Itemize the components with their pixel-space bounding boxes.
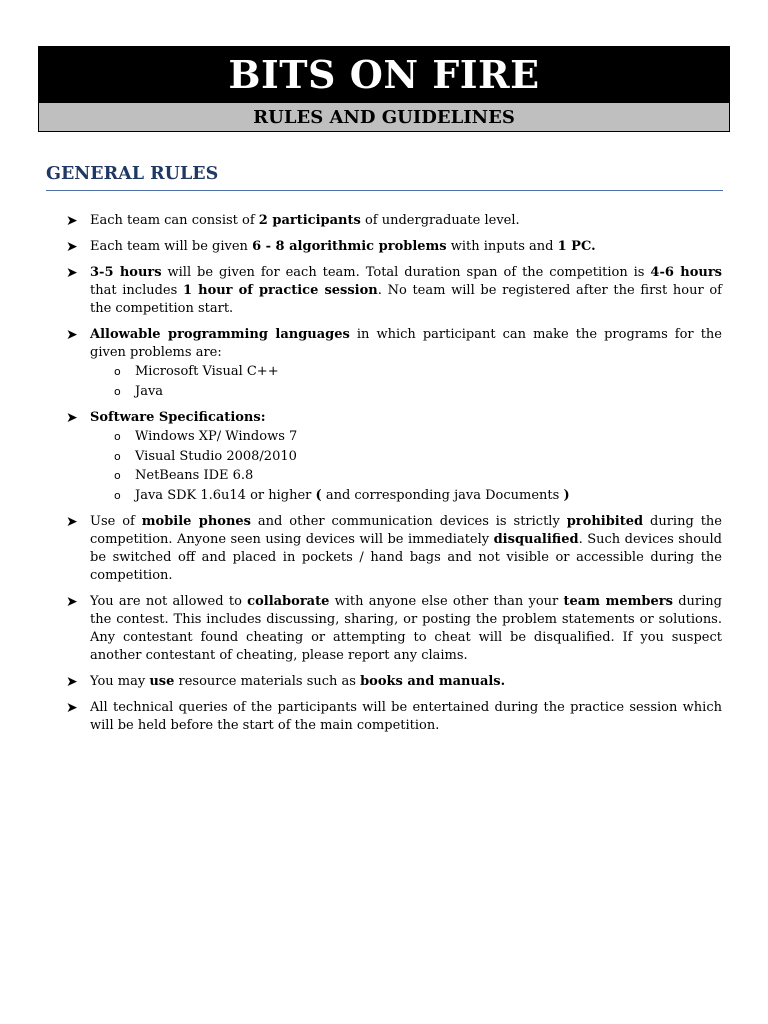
arrowhead-bullet-icon: ➤ (66, 674, 78, 690)
sub-list-item (114, 447, 722, 467)
text-run: with inputs and (446, 239, 558, 254)
text-run: You may (90, 674, 150, 689)
rule-item (66, 699, 722, 735)
rule-text (90, 409, 722, 427)
circle-bullet-icon: o (114, 488, 121, 502)
bold-text: 4-6 hours (650, 265, 722, 280)
bold-text: 6 - 8 algorithmic problems (252, 239, 447, 254)
arrowhead-bullet-icon: ➤ (66, 514, 78, 530)
bold-text: team members (563, 594, 673, 609)
rule-text (90, 264, 722, 318)
rule-item (66, 238, 722, 256)
bold-text: Software Specifications: (90, 410, 266, 425)
bold-text: collaborate (247, 594, 330, 609)
rule-item (66, 513, 722, 585)
text-run: resource materials such as (174, 674, 361, 689)
sub-list-item (114, 466, 722, 486)
text-run: and corresponding java Documents (321, 487, 564, 503)
rule-item (66, 673, 722, 691)
text-run: Microsoft Visual C++ (135, 364, 279, 379)
text-run: during the competition. Anyone seen using devices will be immediately (90, 514, 722, 547)
text-run: You are not allowed to (90, 594, 248, 609)
text-run: Java (135, 383, 164, 399)
text-run: Java SDK 1.6u14 or higher (135, 487, 316, 503)
document-subtitle: RULES AND GUIDELINES (39, 102, 729, 131)
text-run: Each team will be given (90, 239, 253, 254)
text-run: Windows XP/ Windows 7 (135, 429, 298, 444)
text-run: NetBeans IDE 6.8 (135, 468, 254, 483)
rule-item (66, 409, 722, 505)
bold-text: Allowable programming languages (90, 327, 350, 342)
rule-item (66, 326, 722, 401)
circle-bullet-icon: o (114, 469, 121, 482)
sub-list-item (114, 382, 722, 402)
rule-text (90, 326, 722, 362)
text-run: Use of (90, 514, 142, 529)
document-header (38, 46, 730, 132)
text-run: Visual Studio 2008/2010 (135, 448, 297, 464)
text-run: with anyone else other than your (329, 594, 564, 609)
rule-item (66, 264, 722, 318)
text-run: in which participant can make the programs for the given problems are: (90, 327, 722, 360)
bold-text: prohibited (566, 514, 644, 529)
bold-text: 1 PC. (557, 239, 596, 254)
bold-text: books and manuals. (360, 674, 506, 689)
rule-text (90, 212, 722, 230)
arrowhead-bullet-icon: ➤ (66, 327, 78, 343)
circle-bullet-icon: o (114, 449, 121, 463)
text-run: All technical queries of the participants will be entertained during the practice session which will be held before the start of the main competition. (90, 700, 722, 733)
arrowhead-bullet-icon: ➤ (66, 594, 78, 610)
arrowhead-bullet-icon: ➤ (66, 410, 78, 426)
bold-text: 2 participants (258, 213, 361, 228)
sub-list-item (114, 362, 722, 382)
bold-text: use (149, 674, 175, 689)
text-run: will be given for each team. Total duration span of the competition is (161, 265, 651, 280)
circle-bullet-icon: o (114, 365, 121, 378)
bold-text: ( (315, 487, 322, 503)
bold-text: mobile phones (141, 514, 252, 529)
circle-bullet-icon: o (114, 384, 121, 398)
sub-list-item (114, 486, 722, 506)
section-heading: GENERAL RULES (46, 164, 723, 191)
rule-text (90, 513, 722, 585)
text-run: that includes (90, 283, 183, 298)
rule-text (90, 699, 722, 735)
rule-text (90, 238, 722, 256)
rule-text (90, 673, 722, 691)
sub-list (90, 362, 722, 401)
document-title: BITS ON FIRE (39, 47, 729, 102)
text-run: . Such devices should be switched off and placed in pockets / hand bags and not visible or accessible during the competition. (90, 532, 722, 583)
text-run: and other communication devices is strictly (251, 514, 567, 529)
arrowhead-bullet-icon: ➤ (66, 265, 78, 281)
sub-list (90, 427, 722, 505)
bold-text: 3-5 hours (90, 265, 162, 280)
rule-item (66, 593, 722, 665)
rules-list (66, 212, 722, 743)
rule-text (90, 593, 722, 665)
rule-item (66, 212, 722, 230)
circle-bullet-icon: o (114, 430, 121, 443)
bold-text: disqualified (493, 532, 579, 547)
sub-list-item (114, 427, 722, 447)
arrowhead-bullet-icon: ➤ (66, 239, 78, 255)
text-run: during the contest. This includes discussing, sharing, or posting the problem statements or solutions. Any contestant found cheating or attempting to cheat will be disqualified. If you suspect another contestant of cheating, please report any claims. (90, 594, 722, 663)
text-run: of undergraduate level. (360, 213, 520, 228)
text-run: . No team will be registered after the first hour of the competition start. (90, 283, 722, 316)
text-run: Each team can consist of (90, 213, 259, 228)
bold-text: ) (563, 487, 570, 503)
arrowhead-bullet-icon: ➤ (66, 700, 78, 716)
arrowhead-bullet-icon: ➤ (66, 213, 78, 229)
bold-text: 1 hour of practice session (182, 283, 378, 298)
